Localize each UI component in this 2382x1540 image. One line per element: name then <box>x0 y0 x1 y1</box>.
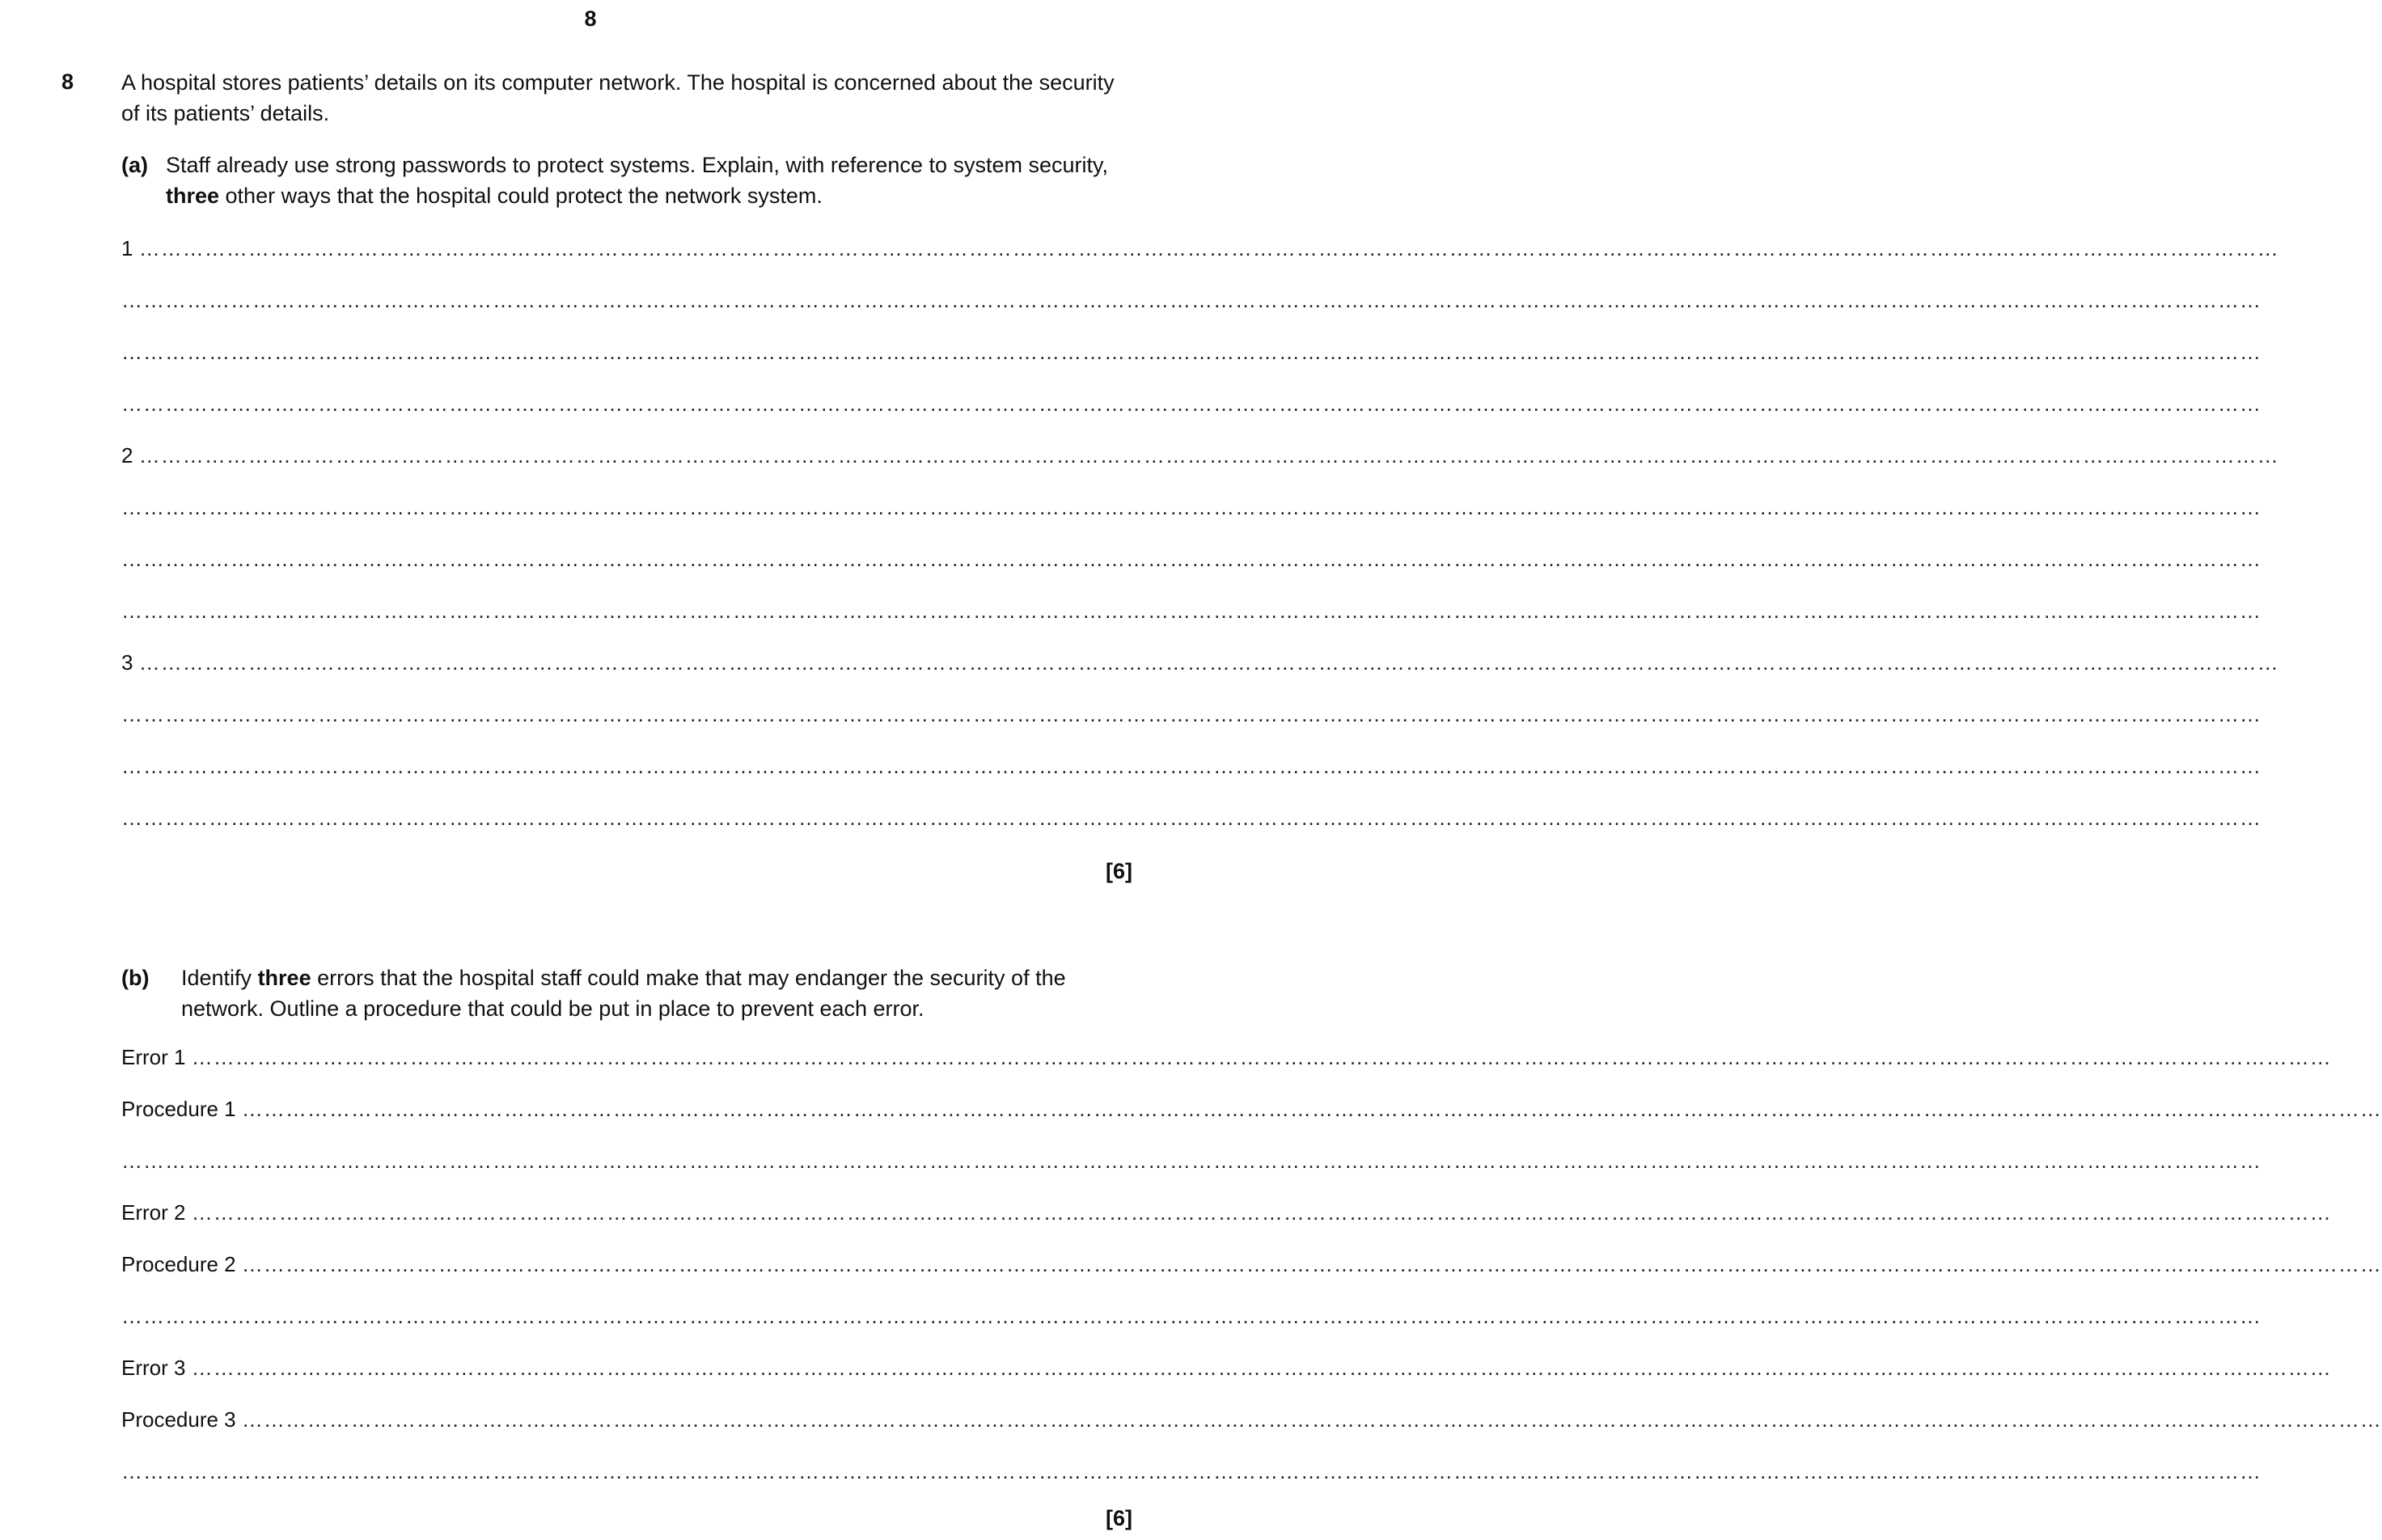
dotted-line: …………………………………………………………………………………………………………………………………………………………………………………………………………………………………………………………………… <box>121 547 2261 571</box>
part-a-question <box>166 150 1136 211</box>
question-number: 8 <box>61 70 74 94</box>
part-b-text-bold: three <box>257 966 311 990</box>
part-b-text-before: Identify <box>181 966 258 990</box>
answer-line[interactable] <box>121 288 2261 312</box>
procedure-2-line[interactable] <box>121 1252 2382 1276</box>
part-a-marks: [6] <box>1106 859 1132 883</box>
procedure-3-line[interactable] <box>121 1407 2382 1432</box>
answer-line[interactable] <box>121 495 2261 519</box>
part-a-label: (a) <box>121 153 148 177</box>
procedure-3-label: Procedure 3 <box>121 1407 236 1432</box>
error-3-label: Error 3 <box>121 1356 186 1380</box>
dotted-line: …………………………………………………………………………………………………………………………………………………………………………………………………………………………………………………………………… <box>241 1407 2382 1432</box>
answer-line[interactable] <box>121 754 2261 778</box>
dotted-line: …………………………………………………………………………………………………………………………………………………………………………………………………………………………………………………………………… <box>121 1149 2261 1173</box>
answer-line[interactable] <box>121 1459 2261 1483</box>
answer-label-3: 3 <box>121 650 133 675</box>
error-2-line[interactable] <box>121 1200 2332 1225</box>
answer-line[interactable] <box>121 806 2261 830</box>
question-stem: A hospital stores patients’ details on its computer network. The hospital is concerned about the security of its patients’ details. <box>121 70 1115 125</box>
part-a-text-after: other ways that the hospital could protect the network system. <box>219 184 823 208</box>
part-a-text-before: Staff already use strong passwords to protect systems. Explain, with reference to system security, <box>166 153 1108 177</box>
dotted-line: …………………………………………………………………………………………………………………………………………………………………………………………………………………………………………………………………… <box>121 1304 2261 1328</box>
part-b-text-after: errors that the hospital staff could make that may endanger the security of the network. Outline a procedure that could be put in place to prevent each error. <box>181 966 1066 1021</box>
answer-line[interactable] <box>121 391 2261 416</box>
dotted-line: …………………………………………………………………………………………………………………………………………………………………………………………………………………………………………………………………… <box>241 1097 2382 1121</box>
error-3-line[interactable] <box>121 1356 2332 1380</box>
dotted-line: …………………………………………………………………………………………………………………………………………………………………………………………………………………………………………………………………… <box>121 391 2261 416</box>
dotted-line: …………………………………………………………………………………………………………………………………………………………………………………………………………………………………………………………………… <box>121 754 2261 778</box>
answer-line[interactable] <box>121 1304 2261 1328</box>
procedure-1-label: Procedure 1 <box>121 1097 236 1121</box>
answer-line[interactable] <box>121 547 2261 571</box>
error-2-label: Error 2 <box>121 1200 186 1225</box>
answer-label-1: 1 <box>121 236 133 260</box>
procedure-2-label: Procedure 2 <box>121 1252 236 1276</box>
part-b-label: (b) <box>121 966 150 990</box>
dotted-line: …………………………………………………………………………………………………………………………………………………………………………………………………………………………………………………………………… <box>121 340 2261 364</box>
answer-line[interactable] <box>121 702 2261 726</box>
dotted-line: …………………………………………………………………………………………………………………………………………………………………………………………………………………………………………………………………… <box>191 1200 2332 1225</box>
answer-line-1-label[interactable] <box>121 236 2279 260</box>
answer-label-2: 2 <box>121 443 133 468</box>
answer-line[interactable] <box>121 1149 2261 1173</box>
answer-line-3-label[interactable] <box>121 650 2279 675</box>
dotted-line: …………………………………………………………………………………………………………………………………………………………………………………………………………………………………………………………………… <box>138 443 2279 468</box>
dotted-line: …………………………………………………………………………………………………………………………………………………………………………………………………………………………………………………………………… <box>121 806 2261 830</box>
answer-line[interactable] <box>121 340 2261 364</box>
dotted-line: …………………………………………………………………………………………………………………………………………………………………………………………………………………………………………………………………… <box>191 1356 2332 1380</box>
answer-line[interactable] <box>121 599 2261 623</box>
part-a-text-bold: three <box>166 184 220 208</box>
answer-line-2-label[interactable] <box>121 443 2279 468</box>
dotted-line: …………………………………………………………………………………………………………………………………………………………………………………………………………………………………………………………………… <box>121 702 2261 726</box>
dotted-line: …………………………………………………………………………………………………………………………………………………………………………………………………………………………………………………………………… <box>121 599 2261 623</box>
error-1-line[interactable] <box>121 1045 2332 1069</box>
page-number: 8 <box>584 6 597 31</box>
dotted-line: …………………………………………………………………………………………………………………………………………………………………………………………………………………………………………………………………… <box>121 1459 2261 1483</box>
error-1-label: Error 1 <box>121 1045 186 1069</box>
part-b-question <box>181 962 1136 1024</box>
procedure-1-line[interactable] <box>121 1097 2382 1121</box>
part-b-marks: [6] <box>1106 1506 1132 1530</box>
dotted-line: …………………………………………………………………………………………………………………………………………………………………………………………………………………………………………………………………… <box>241 1252 2382 1276</box>
dotted-line: …………………………………………………………………………………………………………………………………………………………………………………………………………………………………………………………………… <box>191 1045 2332 1069</box>
dotted-line: …………………………………………………………………………………………………………………………………………………………………………………………………………………………………………………………………… <box>121 495 2261 519</box>
dotted-line: …………………………………………………………………………………………………………………………………………………………………………………………………………………………………………………………………… <box>121 288 2261 312</box>
dotted-line: …………………………………………………………………………………………………………………………………………………………………………………………………………………………………………………………………… <box>138 650 2279 675</box>
dotted-line: …………………………………………………………………………………………………………………………………………………………………………………………………………………………………………………………………… <box>138 236 2279 260</box>
